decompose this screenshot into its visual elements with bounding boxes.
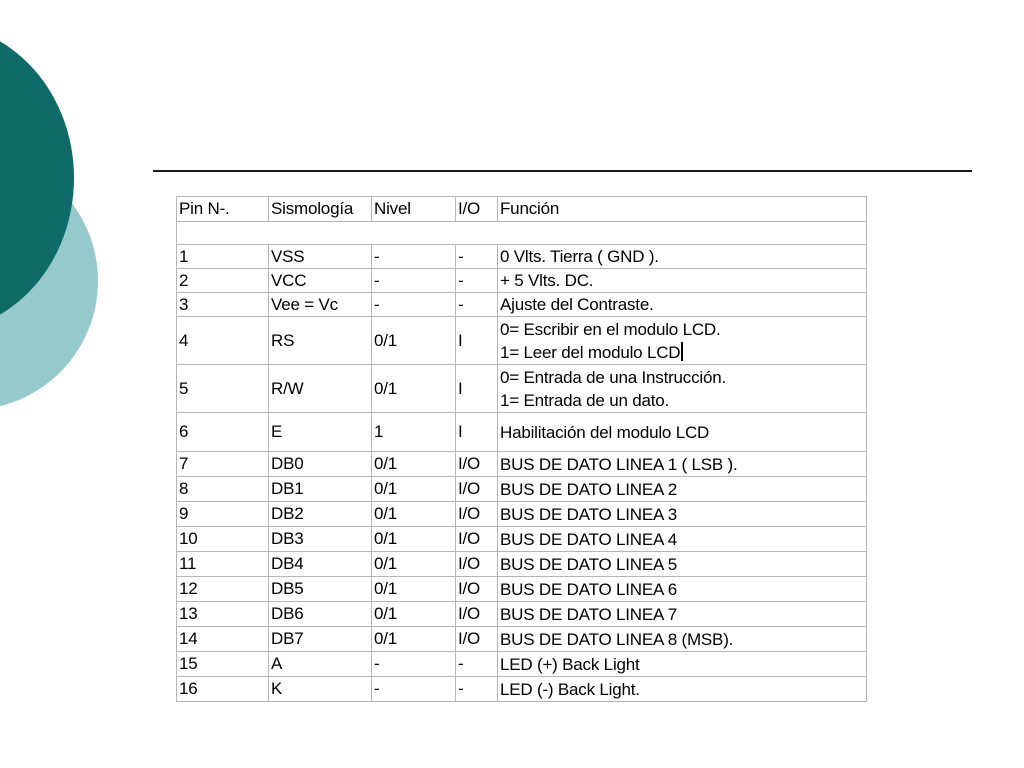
cell-io: -: [456, 293, 498, 317]
cell-pin: 13: [177, 602, 269, 627]
cell-simbologia: DB0: [269, 452, 372, 477]
table-row: [177, 269, 867, 293]
cell-pin: 12: [177, 577, 269, 602]
header-simbologia: Sismología: [269, 197, 372, 222]
cell-funcion: [498, 317, 867, 365]
cell-funcion: [498, 365, 867, 413]
cell-io: -: [456, 677, 498, 702]
cell-pin: 15: [177, 652, 269, 677]
cell-io: -: [456, 652, 498, 677]
cell-nivel: -: [372, 269, 456, 293]
cell-io: I/O: [456, 452, 498, 477]
cell-pin: 2: [177, 269, 269, 293]
cell-funcion: [498, 602, 867, 627]
title-divider-line: [153, 170, 972, 172]
table-row: [177, 627, 867, 652]
table-row: [177, 245, 867, 269]
cell-funcion: [498, 577, 867, 602]
cell-funcion: [498, 627, 867, 652]
funcion-line: BUS DE DATO LINEA 2: [500, 479, 677, 499]
cell-nivel: -: [372, 652, 456, 677]
cell-pin: 14: [177, 627, 269, 652]
cell-io: I/O: [456, 602, 498, 627]
cell-nivel: 0/1: [372, 502, 456, 527]
cell-simbologia: DB1: [269, 477, 372, 502]
cell-funcion: [498, 269, 867, 293]
cell-pin: 16: [177, 677, 269, 702]
cell-nivel: 0/1: [372, 552, 456, 577]
cell-simbologia: DB2: [269, 502, 372, 527]
table-row: [177, 602, 867, 627]
cell-nivel: 0/1: [372, 527, 456, 552]
header-io: I/O: [456, 197, 498, 222]
funcion-line: BUS DE DATO LINEA 7: [500, 604, 677, 624]
cell-funcion: [498, 477, 867, 502]
cell-funcion: [498, 452, 867, 477]
cell-nivel: 0/1: [372, 452, 456, 477]
table-row: [177, 552, 867, 577]
cell-simbologia: RS: [269, 317, 372, 365]
cell-simbologia: E: [269, 413, 372, 452]
funcion-line: BUS DE DATO LINEA 8 (MSB).: [500, 629, 734, 649]
cell-io: I/O: [456, 477, 498, 502]
cell-funcion: [498, 652, 867, 677]
funcion-line: + 5 Vlts. DC.: [500, 271, 594, 290]
cell-funcion: [498, 413, 867, 452]
table-row: [177, 477, 867, 502]
cell-pin: 1: [177, 245, 269, 269]
cell-io: -: [456, 245, 498, 269]
cell-pin: 10: [177, 527, 269, 552]
spacer-cell: [177, 222, 867, 245]
cell-funcion: [498, 552, 867, 577]
cell-simbologia: DB3: [269, 527, 372, 552]
cell-nivel: 0/1: [372, 602, 456, 627]
cell-simbologia: DB5: [269, 577, 372, 602]
funcion-line: Habilitación del modulo LCD: [500, 422, 710, 442]
funcion-line: BUS DE DATO LINEA 3: [500, 504, 677, 524]
cell-funcion: [498, 293, 867, 317]
text-cursor: [681, 342, 683, 361]
table-row: [177, 502, 867, 527]
cell-funcion: [498, 502, 867, 527]
cell-funcion: [498, 527, 867, 552]
cell-io: -: [456, 269, 498, 293]
cell-simbologia: Vee = Vc: [269, 293, 372, 317]
table-row: [177, 293, 867, 317]
cell-simbologia: VCC: [269, 269, 372, 293]
cell-funcion: [498, 677, 867, 702]
cell-simbologia: R/W: [269, 365, 372, 413]
funcion-line: LED (+) Back Light: [500, 654, 640, 674]
cell-io: I: [456, 317, 498, 365]
cell-simbologia: DB6: [269, 602, 372, 627]
cell-simbologia: DB7: [269, 627, 372, 652]
cell-pin: 6: [177, 413, 269, 452]
table-row: [177, 527, 867, 552]
cell-simbologia: DB4: [269, 552, 372, 577]
funcion-line: Ajuste del Contraste.: [500, 295, 654, 314]
table-row: [177, 652, 867, 677]
cell-pin: 5: [177, 365, 269, 413]
cell-pin: 11: [177, 552, 269, 577]
table-row: [177, 452, 867, 477]
table-row: [177, 677, 867, 702]
cell-simbologia: K: [269, 677, 372, 702]
funcion-line: 1= Entrada de un dato.: [500, 390, 670, 410]
table-row: [177, 577, 867, 602]
cell-io: I/O: [456, 502, 498, 527]
table-row: [177, 365, 867, 413]
cell-nivel: 0/1: [372, 317, 456, 365]
funcion-line: 0= Entrada de una Instrucción.: [500, 367, 727, 387]
cell-nivel: 0/1: [372, 477, 456, 502]
cell-nivel: 0/1: [372, 627, 456, 652]
table-row: [177, 413, 867, 452]
cell-nivel: 1: [372, 413, 456, 452]
cell-nivel: 0/1: [372, 577, 456, 602]
cell-nivel: -: [372, 293, 456, 317]
cell-io: I/O: [456, 577, 498, 602]
cell-pin: 7: [177, 452, 269, 477]
cell-pin: 3: [177, 293, 269, 317]
cell-io: I: [456, 413, 498, 452]
cell-pin: 9: [177, 502, 269, 527]
funcion-line: BUS DE DATO LINEA 1 ( LSB ).: [500, 454, 738, 474]
table-body: [177, 197, 867, 702]
table-header-row: [177, 197, 867, 222]
cell-io: I/O: [456, 627, 498, 652]
cell-simbologia: A: [269, 652, 372, 677]
header-pin: Pin N-.: [177, 197, 269, 222]
funcion-line: BUS DE DATO LINEA 5: [500, 554, 677, 574]
funcion-line: 1= Leer del modulo LCD: [500, 341, 864, 364]
funcion-line: 0= Escribir en el modulo LCD.: [500, 319, 721, 339]
cell-io: I: [456, 365, 498, 413]
header-funcion: Función: [498, 197, 867, 222]
cell-pin: 4: [177, 317, 269, 365]
table-row: [177, 317, 867, 365]
cell-simbologia: VSS: [269, 245, 372, 269]
cell-pin: 8: [177, 477, 269, 502]
cell-io: I/O: [456, 527, 498, 552]
funcion-line: BUS DE DATO LINEA 6: [500, 579, 677, 599]
cell-io: I/O: [456, 552, 498, 577]
funcion-line: BUS DE DATO LINEA 4: [500, 529, 677, 549]
cell-nivel: -: [372, 677, 456, 702]
cell-nivel: 0/1: [372, 365, 456, 413]
cell-funcion: [498, 245, 867, 269]
funcion-line: LED (-) Back Light.: [500, 679, 640, 699]
header-nivel: Nivel: [372, 197, 456, 222]
funcion-line: 0 Vlts. Tierra ( GND ).: [500, 247, 659, 266]
cell-nivel: -: [372, 245, 456, 269]
table-spacer-row: [177, 222, 867, 245]
lcd-pinout-table: [176, 196, 867, 702]
